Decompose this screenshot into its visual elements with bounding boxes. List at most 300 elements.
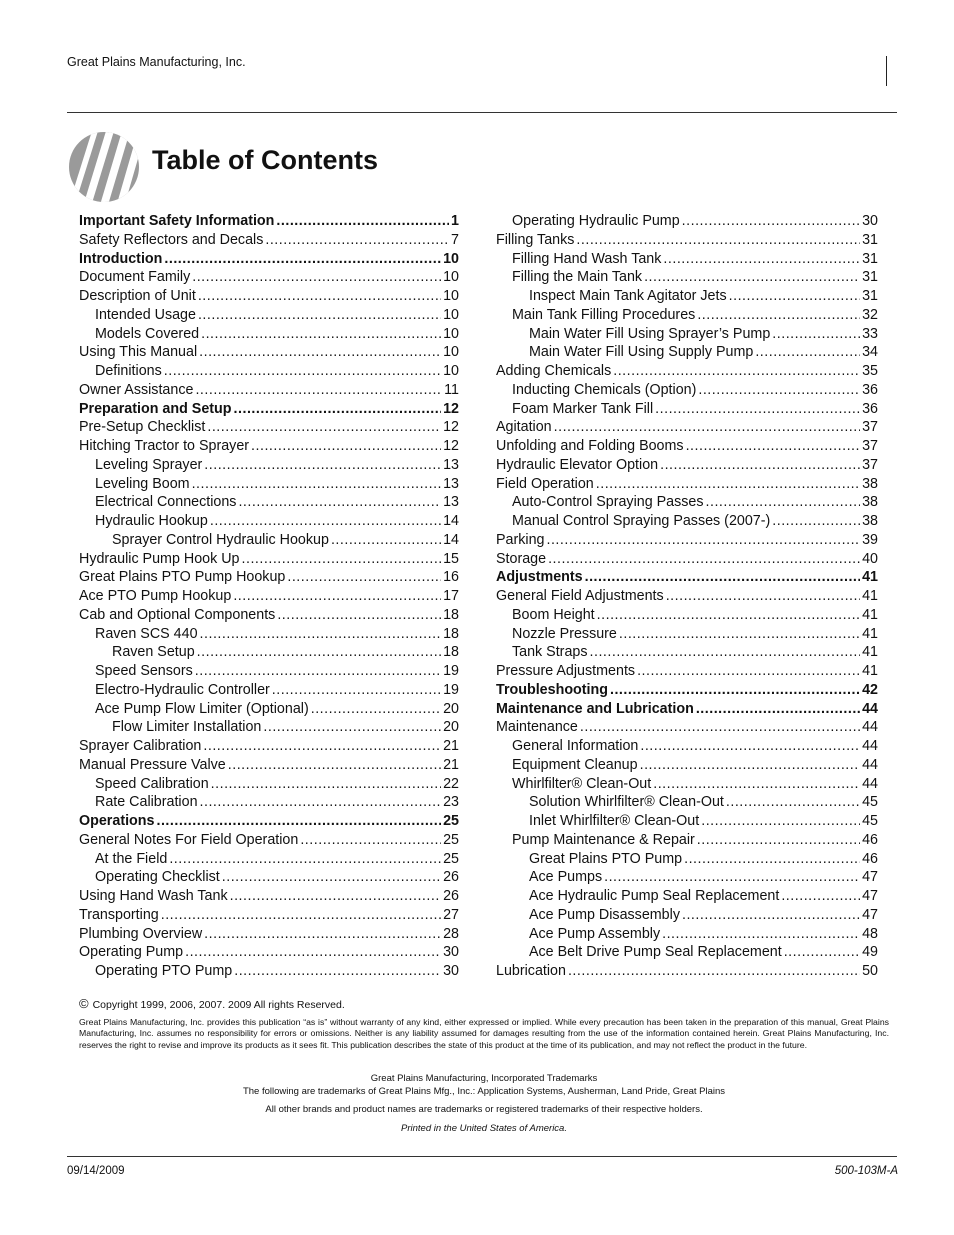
toc-entry-page: 26	[443, 869, 459, 886]
toc-entry-page: 44	[862, 756, 878, 773]
toc-entry[interactable]	[496, 212, 878, 231]
toc-leader-dots	[686, 437, 861, 456]
toc-entry[interactable]	[79, 681, 459, 700]
toc-entry[interactable]	[79, 793, 459, 812]
toc-entry-title: At the Field	[95, 850, 168, 867]
toc-entry-page: 25	[443, 813, 459, 829]
toc-entry-title: Ace Pump Flow Limiter (Optional)	[95, 700, 309, 717]
toc-entry-page: 14	[443, 531, 459, 548]
toc-entry-title: Equipment Cleanup	[512, 756, 638, 773]
toc-entry[interactable]	[79, 925, 459, 944]
toc-entry-page: 44	[862, 700, 878, 717]
toc-entry-page: 46	[862, 850, 878, 867]
toc-entry-title: Great Plains PTO Pump	[529, 850, 683, 867]
toc-entry[interactable]	[496, 775, 878, 794]
toc-leader-dots	[697, 306, 860, 325]
toc-entry-title: Filling Hand Wash Tank	[512, 250, 662, 267]
toc-entry-title: Agitation	[496, 419, 552, 436]
toc-entry-title: Electro-Hydraulic Controller	[95, 681, 270, 698]
toc-leader-dots	[701, 812, 860, 831]
toc-entry[interactable]	[79, 550, 459, 569]
toc-leader-dots	[653, 775, 860, 794]
toc-entry-page: 19	[443, 681, 459, 698]
toc-entry-page: 15	[443, 550, 459, 567]
toc-entry-title: Pressure Adjustments	[496, 663, 636, 679]
toc-entry-page: 41	[862, 569, 878, 586]
toc-entry-title: Leveling Sprayer	[95, 456, 203, 473]
toc-entry[interactable]	[496, 962, 878, 981]
toc-leader-dots	[204, 925, 441, 944]
toc-leader-dots	[197, 643, 441, 662]
toc-entry-page: 17	[443, 588, 459, 604]
toc-entry-title: Manual Pressure Valve	[79, 756, 226, 773]
toc-entry-title: Speed Sensors	[95, 663, 193, 679]
toc-entry-page: 22	[443, 775, 459, 792]
toc-entry[interactable]	[496, 943, 878, 962]
toc-entry[interactable]	[79, 606, 459, 625]
toc-entry-title: Using This Manual	[79, 344, 198, 361]
toc-leader-dots	[726, 793, 860, 812]
toc-entry-page: 41	[862, 663, 878, 679]
toc-leader-dots	[265, 231, 449, 250]
toc-entry-title: Tank Straps	[512, 644, 588, 661]
toc-entry-title: Raven Setup	[112, 644, 195, 661]
toc-entry[interactable]	[79, 587, 459, 606]
toc-entry-page: 10	[443, 306, 459, 323]
toc-entry[interactable]	[79, 700, 459, 719]
toc-entry-title: Owner Assistance	[79, 381, 194, 398]
other-brands-note: All other brands and product names are trademarks or registered trademarks of their respective holders.	[265, 1104, 703, 1115]
toc-entry-title: Plumbing Overview	[79, 925, 203, 942]
toc-entry[interactable]	[79, 306, 459, 325]
toc-entry[interactable]	[79, 531, 459, 550]
toc-entry-page: 13	[443, 475, 459, 492]
toc-entry-page: 50	[862, 963, 878, 979]
toc-entry[interactable]	[79, 325, 459, 344]
toc-entry[interactable]	[496, 643, 878, 662]
toc-entry-page: 38	[862, 475, 878, 492]
toc-leader-dots	[576, 231, 860, 250]
toc-leader-dots	[772, 325, 860, 344]
toc-entry[interactable]	[79, 475, 459, 494]
toc-entry[interactable]	[496, 662, 878, 681]
toc-entry[interactable]	[496, 418, 878, 437]
toc-entry-page: 18	[443, 644, 459, 661]
footer-date: 09/14/2009	[67, 1165, 125, 1177]
toc-leader-dots	[277, 606, 441, 625]
toc-left-column	[79, 212, 459, 981]
toc-entry-page: 37	[862, 419, 878, 436]
toc-entry-page: 38	[862, 513, 878, 529]
toc-entry[interactable]	[496, 325, 878, 344]
toc-entry[interactable]	[79, 662, 459, 681]
toc-leader-dots	[230, 887, 441, 906]
toc-entry-title: Important Safety Information	[79, 213, 275, 229]
toc-leader-dots	[548, 550, 860, 569]
toc-leader-dots	[201, 325, 441, 344]
toc-entry[interactable]	[496, 343, 878, 362]
toc-entry-page: 41	[862, 606, 878, 623]
toc-entry[interactable]	[496, 756, 878, 775]
toc-entry[interactable]	[496, 531, 878, 550]
toc-entry-title: Parking	[496, 531, 545, 548]
toc-entry[interactable]	[79, 456, 459, 475]
toc-entry-title: General Information	[512, 738, 639, 754]
toc-entry-title: Adjustments	[496, 569, 583, 586]
toc-entry-page: 1	[451, 213, 459, 229]
toc-entry[interactable]	[496, 287, 878, 306]
toc-leader-dots	[696, 700, 860, 719]
toc-leader-dots	[684, 850, 860, 869]
toc-entry[interactable]	[496, 587, 878, 606]
toc-entry[interactable]	[79, 831, 459, 850]
toc-leader-dots	[161, 906, 441, 925]
toc-entry[interactable]	[79, 718, 459, 737]
toc-entry-title: Inlet Whirlfilter® Clean-Out	[529, 813, 700, 829]
toc-entry[interactable]	[496, 737, 878, 756]
toc-entry[interactable]	[79, 231, 459, 250]
toc-entry[interactable]	[79, 868, 459, 887]
page-title: Table of Contents	[152, 145, 378, 175]
toc-entry[interactable]	[496, 456, 878, 475]
toc-entry[interactable]	[496, 231, 878, 250]
toc-entry[interactable]	[79, 737, 459, 756]
toc-leader-dots	[228, 756, 441, 775]
top-rule	[67, 112, 897, 113]
toc-entry-title: Main Water Fill Using Supply Pump	[529, 344, 754, 361]
toc-entry[interactable]	[496, 887, 878, 906]
toc-entry[interactable]	[496, 475, 878, 494]
toc-leader-dots	[781, 887, 860, 906]
toc-entry[interactable]	[79, 812, 459, 831]
toc-entry-page: 37	[862, 456, 878, 473]
toc-entry[interactable]	[496, 362, 878, 381]
toc-leader-dots	[660, 456, 860, 475]
trademarks-title: Great Plains Manufacturing, Incorporated Trademarks	[370, 1073, 598, 1084]
toc-entry[interactable]	[496, 493, 878, 512]
toc-entry-page: 41	[862, 625, 878, 642]
toc-leader-dots	[697, 831, 860, 850]
toc-entry-title: Ace PTO Pump Hookup	[79, 588, 232, 604]
toc-leader-dots	[772, 512, 860, 531]
toc-entry-title: Troubleshooting	[496, 681, 608, 698]
toc-entry-page: 11	[444, 381, 459, 398]
toc-leader-dots	[613, 362, 860, 381]
toc-entry-title: Main Tank Filling Procedures	[512, 306, 696, 323]
toc-entry-page: 41	[862, 644, 878, 661]
bottom-rule	[67, 1156, 897, 1157]
toc-entry-page: 12	[443, 419, 459, 436]
toc-leader-dots	[200, 793, 442, 812]
copyright-text: Copyright 1999, 2006, 2007. 2009 All rights Reserved.	[92, 999, 345, 1011]
toc-entry[interactable]	[496, 606, 878, 625]
toc-entry[interactable]	[79, 437, 459, 456]
toc-entry-page: 49	[862, 944, 878, 961]
toc-entry[interactable]	[79, 493, 459, 512]
toc-entry[interactable]	[79, 362, 459, 381]
great-plains-logo-icon	[68, 131, 140, 203]
toc-entry-title: Solution Whirlfilter® Clean-Out	[529, 794, 724, 811]
toc-entry[interactable]	[496, 437, 878, 456]
toc-leader-dots	[580, 718, 860, 737]
toc-entry-title: General Notes For Field Operation	[79, 831, 299, 848]
toc-entry-page: 19	[443, 663, 459, 679]
toc-entry[interactable]	[79, 343, 459, 362]
toc-leader-dots	[706, 493, 861, 512]
toc-entry-page: 10	[443, 269, 459, 286]
toc-entry-page: 44	[862, 719, 878, 736]
toc-entry-title: Operating Checklist	[95, 869, 220, 886]
toc-entry-page: 25	[443, 831, 459, 848]
toc-leader-dots	[637, 662, 860, 681]
toc-entry[interactable]	[79, 625, 459, 644]
toc-entry[interactable]	[79, 850, 459, 869]
toc-entry[interactable]	[496, 381, 878, 400]
toc-entry[interactable]	[496, 812, 878, 831]
toc-entry[interactable]	[79, 906, 459, 925]
toc-entry[interactable]	[496, 268, 878, 287]
toc-entry[interactable]	[79, 212, 459, 231]
toc-entry[interactable]	[496, 793, 878, 812]
toc-entry-title: Inducting Chemicals (Option)	[512, 381, 697, 398]
toc-leader-dots	[784, 943, 860, 962]
toc-entry-title: Flow Limiter Installation	[112, 719, 262, 736]
printed-in: Printed in the United States of America.	[401, 1123, 567, 1134]
toc-leader-dots	[198, 306, 441, 325]
toc-entry-title: Sprayer Calibration	[79, 738, 202, 754]
toc-entry[interactable]	[496, 906, 878, 925]
toc-leader-dots	[331, 531, 441, 550]
toc-leader-dots	[729, 287, 860, 306]
toc-entry-title: Operating PTO Pump	[95, 963, 233, 979]
toc-entry-page: 41	[862, 588, 878, 604]
toc-entry-title: Boom Height	[512, 606, 595, 623]
toc-leader-dots	[554, 418, 860, 437]
toc-entry-page: 21	[443, 756, 459, 773]
toc-entry-title: Operating Pump	[79, 944, 184, 961]
toc-entry[interactable]	[496, 550, 878, 569]
toc-leader-dots	[211, 775, 441, 794]
toc-entry-title: Ace Pump Assembly	[529, 925, 661, 942]
toc-entry-title: Safety Reflectors and Decals	[79, 231, 264, 248]
toc-leader-dots	[164, 250, 441, 269]
toc-leader-dots	[238, 493, 441, 512]
toc-entry[interactable]	[79, 268, 459, 287]
toc-leader-dots	[195, 381, 442, 400]
toc-entry-title: Speed Calibration	[95, 775, 209, 792]
copyright-line	[79, 996, 345, 1011]
toc-entry-page: 44	[862, 738, 878, 754]
toc-leader-dots	[568, 962, 860, 981]
toc-entry-page: 40	[862, 550, 878, 567]
toc-entry[interactable]	[496, 831, 878, 850]
toc-entry[interactable]	[79, 643, 459, 662]
toc-entry-title: Document Family	[79, 269, 191, 286]
toc-entry[interactable]	[79, 418, 459, 437]
toc-leader-dots	[198, 287, 441, 306]
toc-leader-dots	[287, 568, 441, 587]
toc-leader-dots	[210, 512, 441, 531]
toc-entry-page: 30	[443, 944, 459, 961]
toc-entry[interactable]	[79, 775, 459, 794]
toc-entry[interactable]	[79, 381, 459, 400]
toc-entry-title: Ace Pumps	[529, 869, 603, 886]
toc-entry[interactable]	[496, 250, 878, 269]
toc-leader-dots	[597, 606, 860, 625]
toc-entry-page: 27	[443, 906, 459, 923]
trademarks-list: The following are trademarks of Great Plains Mfg., Inc.: Application Systems, Ausherman, Land Pride, Great Plains	[242, 1086, 726, 1097]
toc-entry-title: Hydraulic Hookup	[95, 513, 208, 529]
copyright-symbol: ©	[79, 996, 89, 1011]
toc-entry-title: Manual Control Spraying Passes (2007-)	[512, 513, 771, 529]
toc-entry[interactable]	[79, 568, 459, 587]
toc-entry-page: 47	[862, 869, 878, 886]
toc-leader-dots	[234, 400, 442, 419]
toc-entry[interactable]	[496, 681, 878, 700]
toc-leader-dots	[682, 906, 860, 925]
toc-leader-dots	[263, 718, 441, 737]
toc-leader-dots	[666, 587, 860, 606]
toc-entry[interactable]	[79, 512, 459, 531]
toc-entry[interactable]	[496, 925, 878, 944]
toc-entry-page: 12	[443, 438, 459, 454]
toc-entry[interactable]	[496, 625, 878, 644]
toc-entry-page: 35	[862, 363, 878, 379]
toc-entry-title: Cab and Optional Components	[79, 606, 276, 623]
toc-entry-page: 10	[443, 325, 459, 342]
toc-entry-title: Auto-Control Spraying Passes	[512, 494, 704, 511]
toc-entry-page: 34	[862, 344, 878, 361]
toc-entry-page: 46	[862, 831, 878, 848]
toc-leader-dots	[655, 400, 860, 419]
toc-leader-dots	[272, 681, 441, 700]
toc-entry[interactable]	[79, 400, 459, 419]
toc-entry[interactable]	[496, 850, 878, 869]
toc-entry-title: Intended Usage	[95, 306, 196, 323]
toc-entry[interactable]	[496, 400, 878, 419]
toc-entry-page: 14	[443, 513, 459, 529]
toc-leader-dots	[619, 625, 860, 644]
toc-entry-title: Whirlfilter® Clean-Out	[512, 775, 652, 792]
toc-leader-dots	[203, 737, 441, 756]
toc-leader-dots	[590, 643, 861, 662]
toc-entry[interactable]	[496, 868, 878, 887]
toc-leader-dots	[207, 418, 441, 437]
toc-entry-page: 18	[443, 606, 459, 623]
toc-leader-dots	[242, 550, 442, 569]
toc-leader-dots	[585, 568, 861, 587]
toc-entry-title: Leveling Boom	[95, 475, 190, 492]
toc-leader-dots	[604, 868, 860, 887]
toc-entry-page: 30	[862, 213, 878, 229]
toc-entry-page: 26	[443, 888, 459, 904]
toc-leader-dots	[596, 475, 860, 494]
toc-entry[interactable]	[496, 700, 878, 719]
toc-entry-page: 21	[443, 738, 459, 754]
toc-leader-dots	[300, 831, 441, 850]
toc-right-column	[496, 212, 878, 981]
toc-entry-page: 48	[862, 925, 878, 942]
toc-entry-page: 37	[862, 438, 878, 454]
toc-entry-title: Lubrication	[496, 963, 566, 979]
toc-entry-title: Adding Chemicals	[496, 363, 612, 379]
toc-entry[interactable]	[79, 887, 459, 906]
toc-leader-dots	[644, 268, 860, 287]
company-header: Great Plains Manufacturing, Inc.	[67, 55, 246, 69]
toc-entry[interactable]	[79, 756, 459, 775]
toc-entry-page: 18	[443, 625, 459, 642]
toc-entry-title: Maintenance	[496, 719, 578, 736]
toc-entry-title: Rate Calibration	[95, 794, 198, 811]
toc-leader-dots	[640, 737, 860, 756]
toc-leader-dots	[233, 587, 441, 606]
toc-entry-title: Inspect Main Tank Agitator Jets	[529, 288, 727, 304]
toc-entry[interactable]	[496, 306, 878, 325]
toc-entry[interactable]	[79, 962, 459, 981]
toc-entry-title: Storage	[496, 550, 547, 567]
toc-entry-title: Hitching Tractor to Sprayer	[79, 438, 250, 454]
toc-entry-page: 38	[862, 494, 878, 511]
toc-entry-page: 44	[862, 775, 878, 792]
toc-leader-dots	[234, 962, 441, 981]
toc-leader-dots	[610, 681, 860, 700]
toc-leader-dots	[311, 700, 441, 719]
toc-entry-title: Models Covered	[95, 325, 200, 342]
toc-entry[interactable]	[79, 250, 459, 269]
toc-entry-page: 31	[862, 231, 878, 248]
toc-leader-dots	[169, 850, 441, 869]
toc-entry-page: 16	[443, 569, 459, 586]
toc-leader-dots	[276, 212, 449, 231]
toc-leader-dots	[755, 343, 860, 362]
toc-entry-page: 45	[862, 794, 878, 811]
toc-entry[interactable]	[79, 287, 459, 306]
toc-entry-title: Pre-Setup Checklist	[79, 419, 206, 436]
toc-entry-title: Hydraulic Elevator Option	[496, 456, 659, 473]
toc-entry[interactable]	[496, 568, 878, 587]
toc-entry-page: 13	[443, 494, 459, 511]
toc-leader-dots	[663, 250, 860, 269]
toc-entry-page: 13	[443, 456, 459, 473]
toc-entry-page: 39	[862, 531, 878, 548]
toc-entry-title: Maintenance and Lubrication	[496, 700, 694, 717]
toc-entry[interactable]	[496, 512, 878, 531]
toc-leader-dots	[185, 943, 441, 962]
toc-entry-page: 20	[443, 719, 459, 736]
toc-leader-dots	[195, 662, 441, 681]
toc-entry[interactable]	[79, 943, 459, 962]
toc-leader-dots	[682, 212, 860, 231]
toc-entry-title: Sprayer Control Hydraulic Hookup	[112, 531, 329, 548]
disclaimer-text: Great Plains Manufacturing, Inc. provides this publication “as is” without warranty of any kind, either expressed or implied. While every precaution has been taken in the preparation of this manual, Great Plains Manufacturing, Inc. assumes no responsibility for errors or omissions. Neither is any liability assumed for damages resulting from the use of the information contained herein. Great Plains Manufacturing, Inc. reserves the right to revise and improve its products as it sees fit. This publication describes the state of this product at the time of its publication, and may not reflect the product in the future.	[79, 1017, 889, 1050]
toc-entry-page: 32	[862, 306, 878, 323]
toc-entry-title: Ace Pump Disassembly	[529, 906, 680, 923]
toc-entry-title: Pump Maintenance & Repair	[512, 831, 695, 848]
toc-entry-page: 47	[862, 906, 878, 923]
toc-entry-page: 31	[862, 288, 878, 304]
toc-entry[interactable]	[496, 718, 878, 737]
toc-entry-title: Nozzle Pressure	[512, 625, 617, 642]
toc-entry-page: 10	[443, 288, 459, 304]
toc-leader-dots	[546, 531, 860, 550]
toc-entry-title: Hydraulic Pump Hook Up	[79, 550, 240, 567]
doc-number: 500-103M-A	[834, 1165, 898, 1177]
toc-entry-page: 12	[443, 400, 459, 417]
toc-entry-title: Foam Marker Tank Fill	[512, 400, 654, 417]
toc-entry-title: Unfolding and Folding Booms	[496, 438, 684, 454]
toc-leader-dots	[192, 475, 442, 494]
toc-entry-title: Field Operation	[496, 475, 594, 492]
